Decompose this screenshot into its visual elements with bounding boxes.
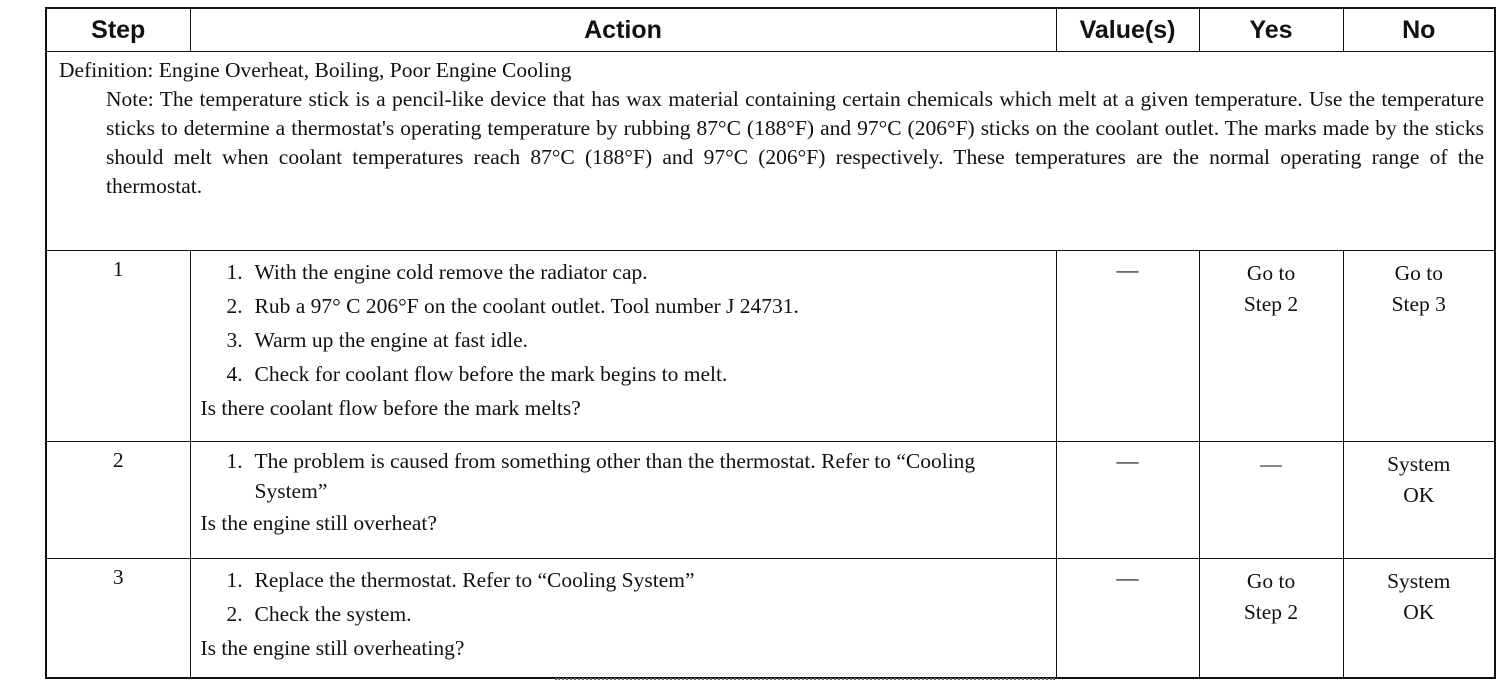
header-action: Action: [190, 8, 1056, 52]
action-item: 2. Check the system.: [226, 602, 412, 626]
definition-title: Definition: Engine Overheat, Boiling, Poor Engine Cooling: [59, 58, 572, 82]
header-step: Step: [46, 8, 190, 52]
table-row: [46, 559, 1495, 679]
step-number: 3: [46, 559, 190, 679]
yes-cell: Go to Step 2: [1199, 559, 1343, 679]
diagnostic-table: [45, 7, 1496, 679]
header-yes: Yes: [1199, 8, 1343, 52]
yes-cell: Go to Step 2: [1199, 251, 1343, 442]
step-question: Is the engine still overheating?: [200, 636, 465, 660]
action-item: 1. The problem is caused from something other than the thermostat. Refer to “Cooling System”: [226, 449, 976, 503]
header-row: [46, 8, 1495, 52]
no-cell: System OK: [1343, 442, 1495, 559]
action-item: 2. Rub a 97° C 206°F on the coolant outlet. Tool number J 24731.: [226, 294, 799, 318]
action-cell: [190, 251, 1056, 442]
no-cell: Go to Step 3: [1343, 251, 1495, 442]
header-values: Value(s): [1056, 8, 1199, 52]
table-row: [46, 442, 1495, 559]
yes-cell: —: [1199, 442, 1343, 559]
table-row: [46, 251, 1495, 442]
header-no: No: [1343, 8, 1495, 52]
value-cell: —: [1056, 251, 1199, 442]
value-cell: —: [1056, 559, 1199, 679]
action-item: 1. With the engine cold remove the radiator cap.: [226, 260, 648, 284]
value-cell: —: [1056, 442, 1199, 559]
step-number: 1: [46, 251, 190, 442]
action-item: 4. Check for coolant flow before the mark begins to melt.: [226, 362, 728, 386]
no-cell: System OK: [1343, 559, 1495, 679]
step-question: Is the engine still overheat?: [200, 511, 437, 535]
action-item: 1. Replace the thermostat. Refer to “Cooling System”: [226, 568, 695, 592]
definition-row: [46, 52, 1495, 251]
definition-cell: [46, 52, 1495, 251]
definition-note: Note: The temperature stick is a pencil-like device that has wax material containing certain chemicals which melt at a given temperature. Use the temperature sticks to determine a thermostat's operating temperature by rubbing 87°C (188°F) and 97°C (206°F) sticks on the coolant outlet. The marks made by the sticks should melt when coolant temperatures reach 87°C (188°F) and 97°C (206°F) respectively. These temperatures are the normal operating range of the thermostat.: [106, 87, 1484, 198]
cropped-footer-text: [555, 678, 1055, 680]
action-cell: [190, 559, 1056, 679]
step-number: 2: [46, 442, 190, 559]
action-item: 3. Warm up the engine at fast idle.: [226, 328, 528, 352]
step-question: Is there coolant flow before the mark melts?: [200, 396, 581, 420]
action-cell: [190, 442, 1056, 559]
